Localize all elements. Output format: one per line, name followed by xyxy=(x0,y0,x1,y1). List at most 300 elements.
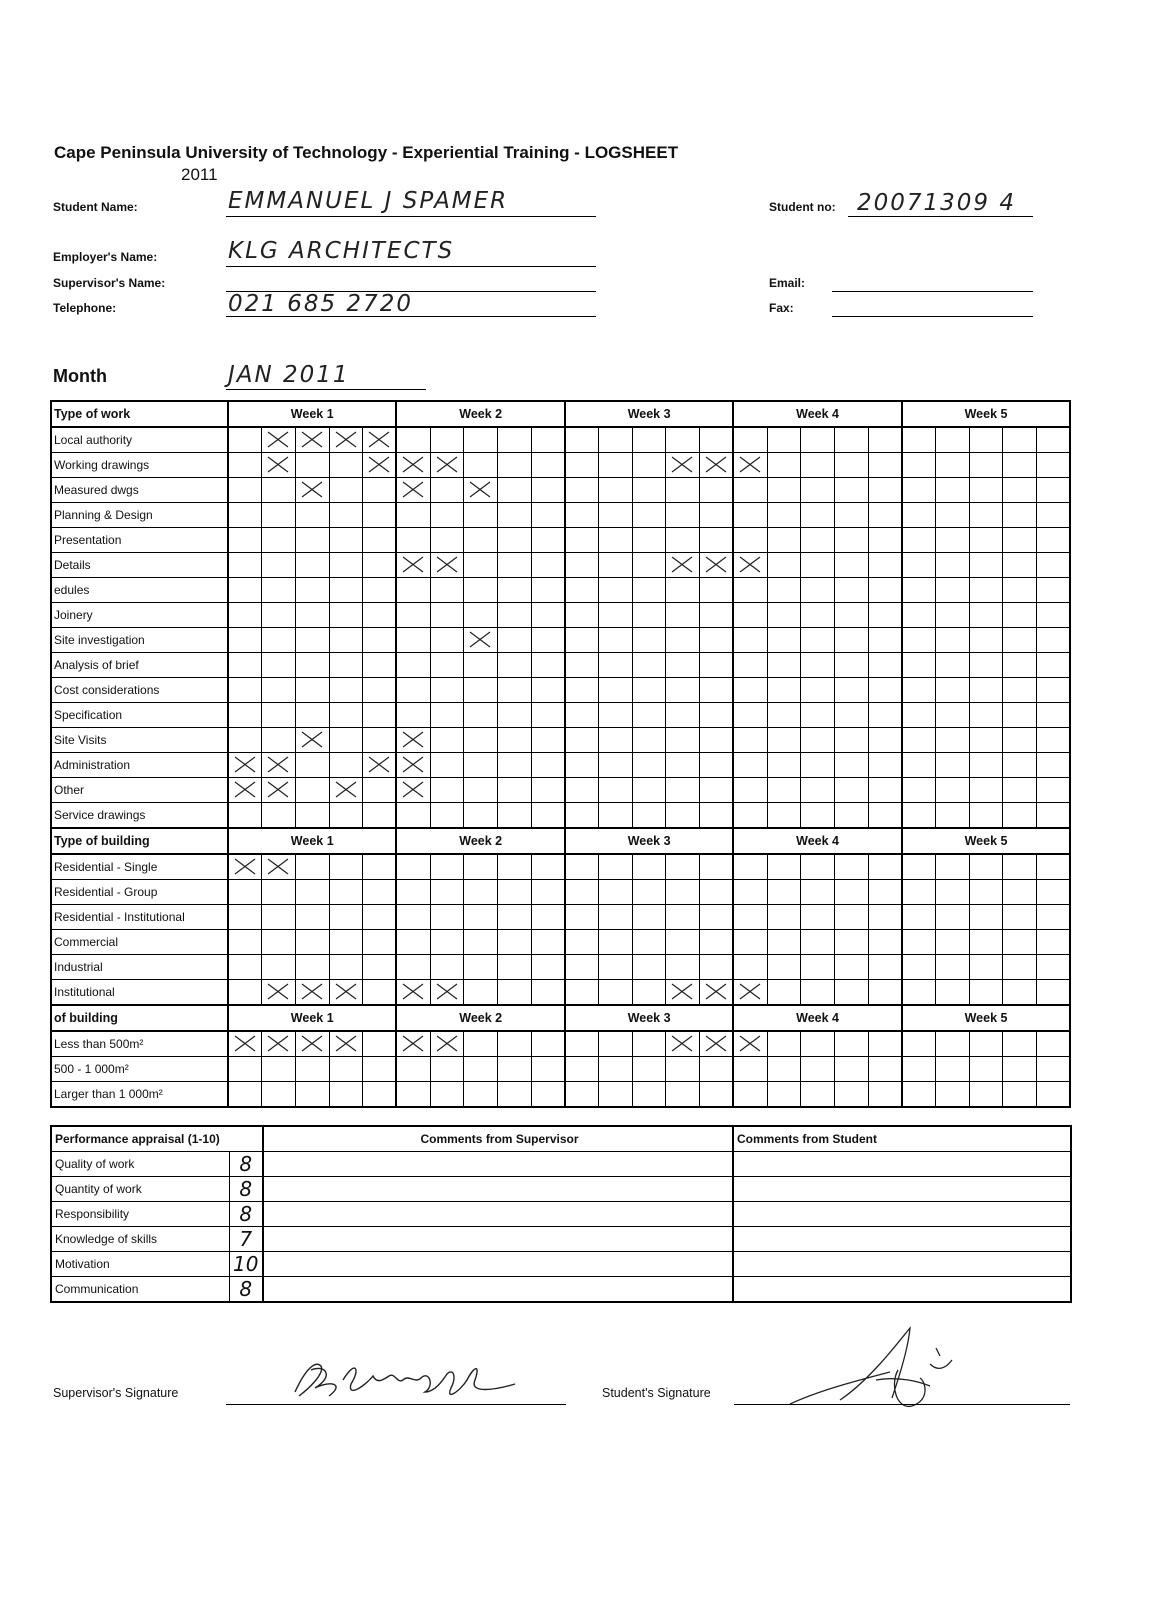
grid-cell[interactable] xyxy=(228,930,262,955)
grid-cell[interactable] xyxy=(902,1031,936,1057)
grid-cell[interactable] xyxy=(902,803,936,829)
grid-cell[interactable] xyxy=(1003,955,1037,980)
grid-cell[interactable] xyxy=(295,778,329,803)
grid-cell[interactable] xyxy=(767,453,801,478)
grid-cell[interactable] xyxy=(531,1057,565,1082)
grid-cell[interactable] xyxy=(969,1031,1003,1057)
grid-cell[interactable] xyxy=(1003,728,1037,753)
grid-cell[interactable] xyxy=(565,1082,599,1108)
grid-cell[interactable] xyxy=(666,728,700,753)
grid-cell[interactable] xyxy=(834,427,868,453)
grid-cell[interactable] xyxy=(767,653,801,678)
grid-cell[interactable] xyxy=(430,528,464,553)
email-line[interactable] xyxy=(832,291,1033,292)
grid-cell[interactable] xyxy=(228,955,262,980)
grid-cell[interactable] xyxy=(430,1031,464,1057)
grid-cell[interactable] xyxy=(464,427,498,453)
grid-cell[interactable] xyxy=(834,703,868,728)
grid-cell[interactable] xyxy=(1003,753,1037,778)
grid-cell[interactable] xyxy=(498,753,532,778)
grid-cell[interactable] xyxy=(902,1057,936,1082)
grid-cell[interactable] xyxy=(936,880,970,905)
grid-cell[interactable] xyxy=(228,703,262,728)
student-comment-cell[interactable] xyxy=(733,1176,1071,1201)
grid-cell[interactable] xyxy=(700,930,734,955)
grid-cell[interactable] xyxy=(599,553,633,578)
grid-cell[interactable] xyxy=(498,728,532,753)
grid-cell[interactable] xyxy=(295,980,329,1006)
grid-cell[interactable] xyxy=(599,778,633,803)
grid-cell[interactable] xyxy=(430,578,464,603)
grid-cell[interactable] xyxy=(1037,653,1071,678)
grid-cell[interactable] xyxy=(666,1082,700,1108)
grid-cell[interactable] xyxy=(902,1082,936,1108)
grid-cell[interactable] xyxy=(902,753,936,778)
grid-cell[interactable] xyxy=(936,703,970,728)
grid-cell[interactable] xyxy=(565,553,599,578)
grid-cell[interactable] xyxy=(464,478,498,503)
grid-cell[interactable] xyxy=(363,728,397,753)
grid-cell[interactable] xyxy=(700,478,734,503)
grid-cell[interactable] xyxy=(666,803,700,829)
grid-cell[interactable] xyxy=(868,728,902,753)
grid-cell[interactable] xyxy=(700,1057,734,1082)
grid-cell[interactable] xyxy=(565,628,599,653)
grid-cell[interactable] xyxy=(767,703,801,728)
grid-cell[interactable] xyxy=(228,603,262,628)
grid-cell[interactable] xyxy=(329,603,363,628)
grid-cell[interactable] xyxy=(295,578,329,603)
grid-cell[interactable] xyxy=(767,753,801,778)
grid-cell[interactable] xyxy=(801,1082,835,1108)
grid-cell[interactable] xyxy=(295,528,329,553)
grid-cell[interactable] xyxy=(834,955,868,980)
grid-cell[interactable] xyxy=(396,955,430,980)
grid-cell[interactable] xyxy=(767,905,801,930)
grid-cell[interactable] xyxy=(936,753,970,778)
grid-cell[interactable] xyxy=(1003,603,1037,628)
grid-cell[interactable] xyxy=(632,578,666,603)
grid-cell[interactable] xyxy=(700,653,734,678)
grid-cell[interactable] xyxy=(1037,1082,1071,1108)
grid-cell[interactable] xyxy=(363,905,397,930)
grid-cell[interactable] xyxy=(396,603,430,628)
grid-cell[interactable] xyxy=(531,678,565,703)
grid-cell[interactable] xyxy=(498,803,532,829)
grid-cell[interactable] xyxy=(464,578,498,603)
grid-cell[interactable] xyxy=(565,1031,599,1057)
grid-cell[interactable] xyxy=(902,528,936,553)
grid-cell[interactable] xyxy=(700,778,734,803)
grid-cell[interactable] xyxy=(599,728,633,753)
grid-cell[interactable] xyxy=(666,854,700,880)
grid-cell[interactable] xyxy=(498,553,532,578)
grid-cell[interactable] xyxy=(295,503,329,528)
grid-cell[interactable] xyxy=(329,930,363,955)
grid-cell[interactable] xyxy=(632,653,666,678)
grid-cell[interactable] xyxy=(767,503,801,528)
grid-cell[interactable] xyxy=(834,980,868,1006)
grid-cell[interactable] xyxy=(228,503,262,528)
grid-cell[interactable] xyxy=(868,905,902,930)
grid-cell[interactable] xyxy=(363,1057,397,1082)
grid-cell[interactable] xyxy=(1003,478,1037,503)
grid-cell[interactable] xyxy=(801,753,835,778)
grid-cell[interactable] xyxy=(868,1057,902,1082)
grid-cell[interactable] xyxy=(464,628,498,653)
grid-cell[interactable] xyxy=(599,1057,633,1082)
grid-cell[interactable] xyxy=(834,930,868,955)
grid-cell[interactable] xyxy=(295,753,329,778)
grid-cell[interactable] xyxy=(599,427,633,453)
grid-cell[interactable] xyxy=(801,854,835,880)
grid-cell[interactable] xyxy=(936,803,970,829)
grid-cell[interactable] xyxy=(1037,478,1071,503)
month-value[interactable]: JAN 2011 xyxy=(228,362,350,388)
grid-cell[interactable] xyxy=(430,753,464,778)
supervisor-comment-cell[interactable] xyxy=(263,1201,733,1226)
grid-cell[interactable] xyxy=(700,854,734,880)
grid-cell[interactable] xyxy=(565,930,599,955)
grid-cell[interactable] xyxy=(969,905,1003,930)
grid-cell[interactable] xyxy=(632,678,666,703)
grid-cell[interactable] xyxy=(868,603,902,628)
grid-cell[interactable] xyxy=(430,854,464,880)
grid-cell[interactable] xyxy=(363,930,397,955)
grid-cell[interactable] xyxy=(733,703,767,728)
grid-cell[interactable] xyxy=(430,955,464,980)
grid-cell[interactable] xyxy=(1037,1057,1071,1082)
grid-cell[interactable] xyxy=(430,930,464,955)
grid-cell[interactable] xyxy=(1037,503,1071,528)
grid-cell[interactable] xyxy=(498,905,532,930)
grid-cell[interactable] xyxy=(902,880,936,905)
supervisor-comment-cell[interactable] xyxy=(263,1276,733,1302)
grid-cell[interactable] xyxy=(430,478,464,503)
grid-cell[interactable] xyxy=(700,628,734,653)
grid-cell[interactable] xyxy=(801,880,835,905)
grid-cell[interactable] xyxy=(801,980,835,1006)
grid-cell[interactable] xyxy=(700,980,734,1006)
grid-cell[interactable] xyxy=(228,628,262,653)
grid-cell[interactable] xyxy=(936,728,970,753)
grid-cell[interactable] xyxy=(666,528,700,553)
grid-cell[interactable] xyxy=(430,553,464,578)
grid-cell[interactable] xyxy=(801,930,835,955)
grid-cell[interactable] xyxy=(329,553,363,578)
grid-cell[interactable] xyxy=(936,1031,970,1057)
grid-cell[interactable] xyxy=(1037,728,1071,753)
grid-cell[interactable] xyxy=(228,578,262,603)
grid-cell[interactable] xyxy=(295,453,329,478)
grid-cell[interactable] xyxy=(700,578,734,603)
grid-cell[interactable] xyxy=(498,628,532,653)
grid-cell[interactable] xyxy=(498,854,532,880)
grid-cell[interactable] xyxy=(902,905,936,930)
grid-cell[interactable] xyxy=(363,427,397,453)
grid-cell[interactable] xyxy=(262,1082,296,1108)
grid-cell[interactable] xyxy=(262,854,296,880)
grid-cell[interactable] xyxy=(599,478,633,503)
grid-cell[interactable] xyxy=(936,628,970,653)
grid-cell[interactable] xyxy=(329,753,363,778)
grid-cell[interactable] xyxy=(767,778,801,803)
grid-cell[interactable] xyxy=(632,854,666,880)
grid-cell[interactable] xyxy=(801,578,835,603)
grid-cell[interactable] xyxy=(733,1082,767,1108)
grid-cell[interactable] xyxy=(599,930,633,955)
grid-cell[interactable] xyxy=(396,930,430,955)
grid-cell[interactable] xyxy=(700,955,734,980)
grid-cell[interactable] xyxy=(599,653,633,678)
grid-cell[interactable] xyxy=(295,728,329,753)
grid-cell[interactable] xyxy=(834,553,868,578)
grid-cell[interactable] xyxy=(599,703,633,728)
grid-cell[interactable] xyxy=(262,778,296,803)
grid-cell[interactable] xyxy=(834,753,868,778)
grid-cell[interactable] xyxy=(1037,930,1071,955)
grid-cell[interactable] xyxy=(632,478,666,503)
grid-cell[interactable] xyxy=(565,427,599,453)
grid-cell[interactable] xyxy=(599,955,633,980)
grid-cell[interactable] xyxy=(396,528,430,553)
grid-cell[interactable] xyxy=(262,503,296,528)
grid-cell[interactable] xyxy=(363,880,397,905)
grid-cell[interactable] xyxy=(262,478,296,503)
grid-cell[interactable] xyxy=(565,453,599,478)
grid-cell[interactable] xyxy=(936,1057,970,1082)
grid-cell[interactable] xyxy=(329,478,363,503)
grid-cell[interactable] xyxy=(632,905,666,930)
grid-cell[interactable] xyxy=(1037,678,1071,703)
grid-cell[interactable] xyxy=(834,628,868,653)
grid-cell[interactable] xyxy=(1003,703,1037,728)
grid-cell[interactable] xyxy=(868,930,902,955)
grid-cell[interactable] xyxy=(262,703,296,728)
grid-cell[interactable] xyxy=(464,854,498,880)
grid-cell[interactable] xyxy=(969,778,1003,803)
grid-cell[interactable] xyxy=(329,578,363,603)
grid-cell[interactable] xyxy=(262,880,296,905)
grid-cell[interactable] xyxy=(599,880,633,905)
grid-cell[interactable] xyxy=(1003,1082,1037,1108)
grid-cell[interactable] xyxy=(464,753,498,778)
grid-cell[interactable] xyxy=(599,453,633,478)
grid-cell[interactable] xyxy=(666,955,700,980)
grid-cell[interactable] xyxy=(329,980,363,1006)
grid-cell[interactable] xyxy=(801,905,835,930)
grid-cell[interactable] xyxy=(700,703,734,728)
grid-cell[interactable] xyxy=(599,753,633,778)
grid-cell[interactable] xyxy=(666,578,700,603)
grid-cell[interactable] xyxy=(868,854,902,880)
grid-cell[interactable] xyxy=(262,1057,296,1082)
grid-cell[interactable] xyxy=(396,728,430,753)
grid-cell[interactable] xyxy=(599,578,633,603)
student-comment-cell[interactable] xyxy=(733,1201,1071,1226)
grid-cell[interactable] xyxy=(801,1057,835,1082)
grid-cell[interactable] xyxy=(599,980,633,1006)
grid-cell[interactable] xyxy=(733,980,767,1006)
grid-cell[interactable] xyxy=(767,980,801,1006)
grid-cell[interactable] xyxy=(599,1082,633,1108)
grid-cell[interactable] xyxy=(262,653,296,678)
grid-cell[interactable] xyxy=(565,980,599,1006)
grid-cell[interactable] xyxy=(262,955,296,980)
grid-cell[interactable] xyxy=(498,453,532,478)
grid-cell[interactable] xyxy=(1037,778,1071,803)
grid-cell[interactable] xyxy=(801,678,835,703)
grid-cell[interactable] xyxy=(632,528,666,553)
employer-value[interactable]: KLG ARCHITECTS xyxy=(228,238,455,264)
student-no-value[interactable]: 20071309 4 xyxy=(857,190,1017,216)
grid-cell[interactable] xyxy=(868,980,902,1006)
grid-cell[interactable] xyxy=(969,678,1003,703)
grid-cell[interactable] xyxy=(396,753,430,778)
grid-cell[interactable] xyxy=(868,628,902,653)
grid-cell[interactable] xyxy=(363,955,397,980)
grid-cell[interactable] xyxy=(834,778,868,803)
grid-cell[interactable] xyxy=(733,1057,767,1082)
grid-cell[interactable] xyxy=(632,503,666,528)
grid-cell[interactable] xyxy=(666,453,700,478)
grid-cell[interactable] xyxy=(262,453,296,478)
grid-cell[interactable] xyxy=(531,980,565,1006)
grid-cell[interactable] xyxy=(396,478,430,503)
grid-cell[interactable] xyxy=(498,528,532,553)
grid-cell[interactable] xyxy=(295,930,329,955)
grid-cell[interactable] xyxy=(868,653,902,678)
grid-cell[interactable] xyxy=(632,980,666,1006)
grid-cell[interactable] xyxy=(801,653,835,678)
grid-cell[interactable] xyxy=(767,528,801,553)
grid-cell[interactable] xyxy=(834,503,868,528)
grid-cell[interactable] xyxy=(902,628,936,653)
grid-cell[interactable] xyxy=(1003,678,1037,703)
grid-cell[interactable] xyxy=(1003,880,1037,905)
grid-cell[interactable] xyxy=(902,478,936,503)
grid-cell[interactable] xyxy=(733,930,767,955)
grid-cell[interactable] xyxy=(363,1031,397,1057)
grid-cell[interactable] xyxy=(801,453,835,478)
student-signature-line[interactable] xyxy=(734,1404,1070,1405)
grid-cell[interactable] xyxy=(1037,427,1071,453)
grid-cell[interactable] xyxy=(531,427,565,453)
grid-cell[interactable] xyxy=(767,880,801,905)
grid-cell[interactable] xyxy=(801,553,835,578)
grid-cell[interactable] xyxy=(1003,653,1037,678)
grid-cell[interactable] xyxy=(733,955,767,980)
grid-cell[interactable] xyxy=(936,980,970,1006)
grid-cell[interactable] xyxy=(396,453,430,478)
grid-cell[interactable] xyxy=(531,880,565,905)
grid-cell[interactable] xyxy=(700,453,734,478)
grid-cell[interactable] xyxy=(262,980,296,1006)
grid-cell[interactable] xyxy=(599,803,633,829)
grid-cell[interactable] xyxy=(396,628,430,653)
grid-cell[interactable] xyxy=(329,678,363,703)
grid-cell[interactable] xyxy=(396,803,430,829)
grid-cell[interactable] xyxy=(295,678,329,703)
grid-cell[interactable] xyxy=(430,803,464,829)
grid-cell[interactable] xyxy=(834,1082,868,1108)
grid-cell[interactable] xyxy=(464,653,498,678)
grid-cell[interactable] xyxy=(801,478,835,503)
grid-cell[interactable] xyxy=(902,427,936,453)
grid-cell[interactable] xyxy=(1037,528,1071,553)
grid-cell[interactable] xyxy=(868,427,902,453)
grid-cell[interactable] xyxy=(1003,854,1037,880)
grid-cell[interactable] xyxy=(868,553,902,578)
grid-cell[interactable] xyxy=(767,1031,801,1057)
grid-cell[interactable] xyxy=(969,553,1003,578)
grid-cell[interactable] xyxy=(430,980,464,1006)
grid-cell[interactable] xyxy=(666,653,700,678)
grid-cell[interactable] xyxy=(733,603,767,628)
grid-cell[interactable] xyxy=(700,728,734,753)
grid-cell[interactable] xyxy=(430,628,464,653)
grid-cell[interactable] xyxy=(733,905,767,930)
grid-cell[interactable] xyxy=(801,955,835,980)
grid-cell[interactable] xyxy=(969,980,1003,1006)
grid-cell[interactable] xyxy=(430,453,464,478)
grid-cell[interactable] xyxy=(868,1082,902,1108)
grid-cell[interactable] xyxy=(632,753,666,778)
grid-cell[interactable] xyxy=(363,1082,397,1108)
grid-cell[interactable] xyxy=(295,628,329,653)
grid-cell[interactable] xyxy=(464,955,498,980)
grid-cell[interactable] xyxy=(834,478,868,503)
grid-cell[interactable] xyxy=(902,653,936,678)
grid-cell[interactable] xyxy=(228,980,262,1006)
grid-cell[interactable] xyxy=(936,427,970,453)
grid-cell[interactable] xyxy=(902,980,936,1006)
grid-cell[interactable] xyxy=(767,854,801,880)
grid-cell[interactable] xyxy=(531,955,565,980)
grid-cell[interactable] xyxy=(700,528,734,553)
grid-cell[interactable] xyxy=(329,778,363,803)
grid-cell[interactable] xyxy=(801,803,835,829)
grid-cell[interactable] xyxy=(1003,578,1037,603)
grid-cell[interactable] xyxy=(666,553,700,578)
grid-cell[interactable] xyxy=(396,880,430,905)
appraisal-score[interactable]: 8 xyxy=(229,1276,263,1302)
grid-cell[interactable] xyxy=(969,955,1003,980)
grid-cell[interactable] xyxy=(1003,980,1037,1006)
grid-cell[interactable] xyxy=(531,603,565,628)
grid-cell[interactable] xyxy=(329,1057,363,1082)
grid-cell[interactable] xyxy=(498,880,532,905)
grid-cell[interactable] xyxy=(228,528,262,553)
grid-cell[interactable] xyxy=(531,628,565,653)
grid-cell[interactable] xyxy=(396,1057,430,1082)
grid-cell[interactable] xyxy=(868,703,902,728)
grid-cell[interactable] xyxy=(531,553,565,578)
grid-cell[interactable] xyxy=(1003,453,1037,478)
grid-cell[interactable] xyxy=(329,803,363,829)
grid-cell[interactable] xyxy=(498,478,532,503)
grid-cell[interactable] xyxy=(363,854,397,880)
grid-cell[interactable] xyxy=(430,778,464,803)
grid-cell[interactable] xyxy=(1003,503,1037,528)
grid-cell[interactable] xyxy=(262,905,296,930)
grid-cell[interactable] xyxy=(666,1031,700,1057)
student-comment-cell[interactable] xyxy=(733,1251,1071,1276)
grid-cell[interactable] xyxy=(430,678,464,703)
grid-cell[interactable] xyxy=(228,678,262,703)
grid-cell[interactable] xyxy=(262,678,296,703)
grid-cell[interactable] xyxy=(329,703,363,728)
